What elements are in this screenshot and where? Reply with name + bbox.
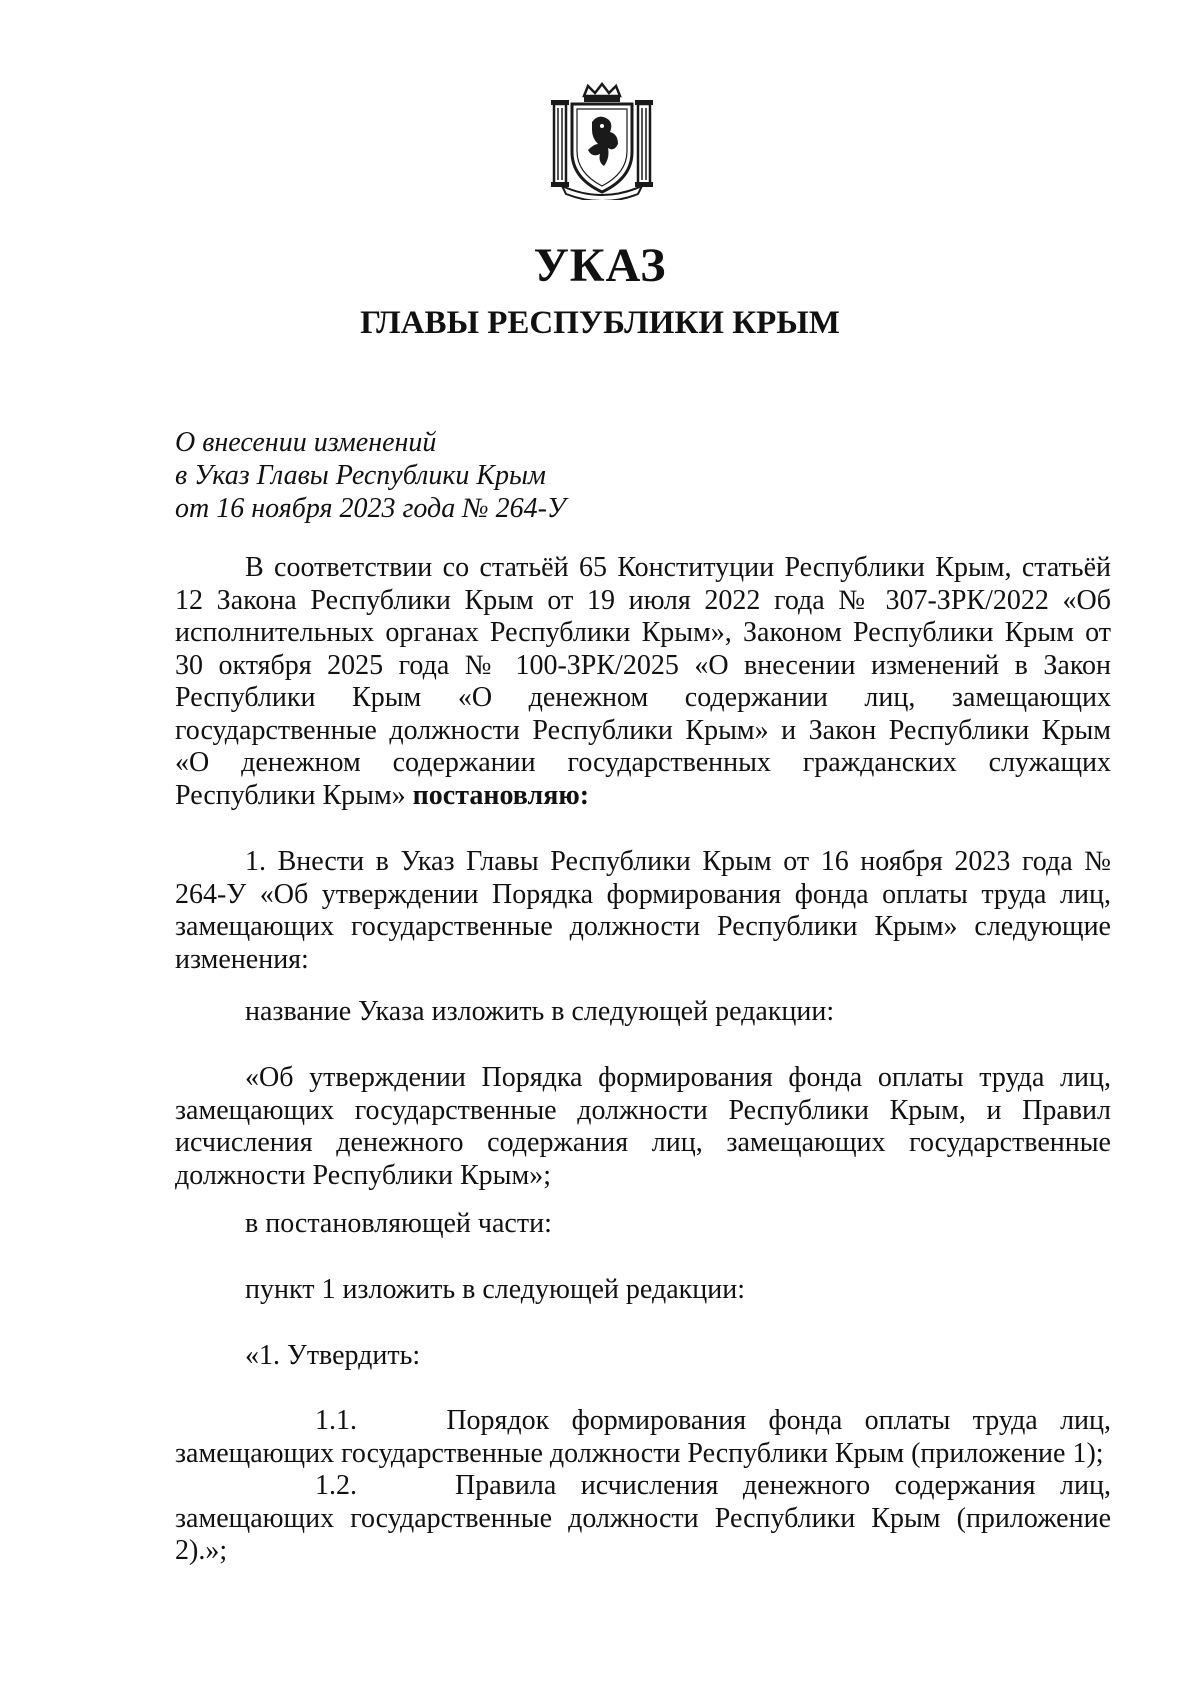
name-change-paragraph: название Указа изложить в следующей редакции: [245, 996, 835, 1027]
document-issuer: ГЛАВЫ РЕСПУБЛИКИ КРЫМ [360, 305, 840, 341]
operative-part-paragraph: в постановляющей части: [245, 1208, 552, 1239]
preamble-text: В соответствии со статьёй 65 Конституции Республики Крым, статьёй 12 Закона Республики Крым от 19 июля 2022 года № 307-ЗРК/2022 «Об исполнительных органах Республики Крым», Законом Республики Крым от 30 октября 2025 года № 100-ЗРК/2025 «О внесении изменений в Закон Республики Крым «О денежном содержании лиц, замещающих государственные должности Республики Крым» и Закон Республики Крым «О денежном содержании государственных гражданских служащих Республики Крым» [175, 552, 1111, 811]
document-title: УКАЗ [533, 239, 667, 292]
new-name-paragraph: «Об утверждении Порядка формирования фонда оплаты труда лиц, замещающих государственные должности Республики Крым, и Правил исчисления денежного содержания лиц, замещающих государственные должности Республики Крым»; [175, 1062, 1111, 1191]
preamble-paragraph [175, 552, 1111, 812]
crimea-coat-of-arms-icon [548, 82, 656, 200]
subitem-1-1-paragraph [175, 1405, 1111, 1470]
subitem-1-2-paragraph [175, 1470, 1111, 1568]
subitem-text: Правила исчисления денежного содержания лиц, замещающих государственные должности Республики Крым (приложение 2).»; [175, 1470, 1111, 1566]
document-subject [175, 426, 566, 525]
subitem-text: Порядок формирования фонда оплаты труда лиц, замещающих государственные должности Республики Крым (приложение 1); [175, 1405, 1112, 1469]
point-1-change-paragraph: пункт 1 изложить в следующей редакции: [245, 1274, 745, 1305]
subitem-number: 1.1. [315, 1405, 357, 1436]
item-1-paragraph: 1. Внести в Указ Главы Республики Крым от 16 ноября 2023 года № 264-У «Об утверждении Порядка формирования фонда оплаты труда лиц, замещающих государственные должности Республики Крым» следующие изменения: [175, 846, 1111, 975]
subject-line: О внесении изменений [175, 427, 437, 458]
subject-line: от 16 ноября 2023 года № 264-У [175, 493, 566, 524]
subitem-number: 1.2. [315, 1470, 357, 1501]
decree-word: постановляю: [412, 779, 590, 811]
approve-paragraph: «1. Утвердить: [245, 1340, 421, 1371]
subject-line: в Указ Главы Республики Крым [175, 460, 546, 491]
